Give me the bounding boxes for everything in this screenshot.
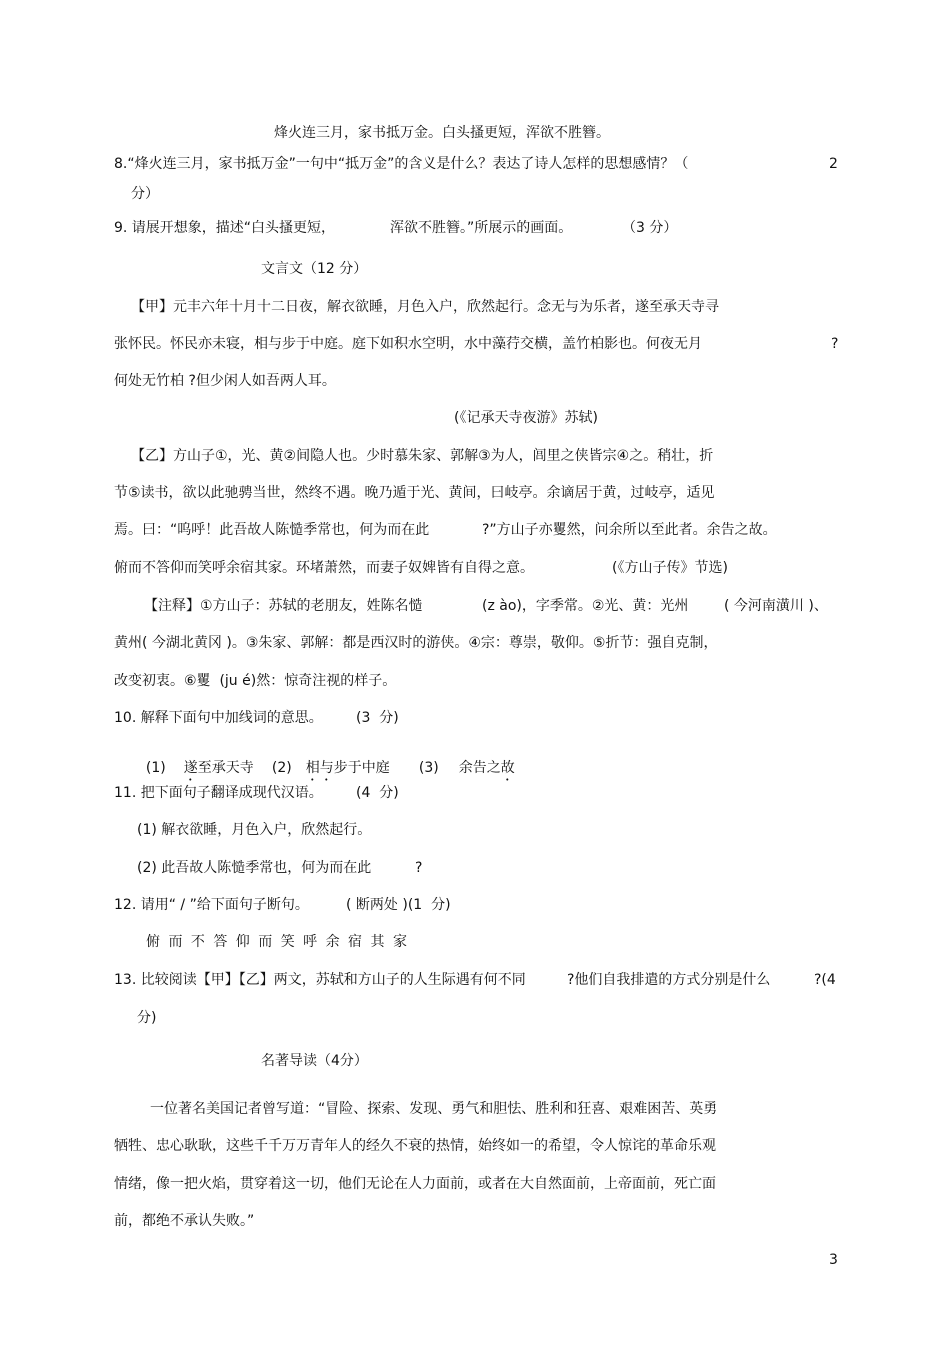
passage-jia-source: (《记承天寺夜游》苏轼) — [454, 410, 598, 426]
item-text: 余告之 — [458, 760, 501, 776]
question-11-sentence-1: (1) 解衣欲睡，月色入户，欣然起行。 — [137, 822, 372, 838]
question-13-d: 分) — [137, 1010, 157, 1026]
item-text: 步于中庭 — [333, 760, 390, 776]
section-title-classics: 名著导读（4分） — [261, 1053, 368, 1069]
notes-line-1b: (z ào)，字季常。②光、黄：光州 — [482, 598, 689, 614]
question-8: 8.“烽火连三月，家书抵万金”一句中“抵万金”的含义是什么？表达了诗人怎样的思想感情？（ — [114, 156, 689, 172]
dotted-word: 故 — [500, 760, 515, 776]
question-12-score: ( 断两处 )(1 分) — [346, 897, 451, 913]
passage-jia-line-3: 何处无竹柏 ?但少闲人如吾两人耳。 — [114, 373, 336, 389]
item-number: (2) — [271, 760, 292, 776]
notes-line-3: 改变初衷。⑥矍 (ju é)然：惊奇注视的样子。 — [114, 673, 397, 689]
item-number: (1) — [145, 760, 166, 776]
notes-line-1a: 【注释】①方山子：苏轼的老朋友，姓陈名慥 — [144, 598, 423, 614]
section-title-classical: 文言文（12 分） — [261, 261, 368, 277]
dotted-word: 遂 — [183, 760, 198, 776]
reading-line-4: 前，都绝不承认失败。” — [114, 1213, 255, 1229]
notes-line-2: 黄州( 今湖北黄冈 )。③朱家、郭解：都是西汉时的游侠。④宗：尊崇，敬仰。⑤折节：强自克制， — [114, 635, 718, 651]
question-11-score: (4 分) — [356, 785, 399, 801]
passage-jia-line-2-mark: ? — [831, 336, 839, 352]
question-11: 11. 把下面句子翻译成现代汉语。 — [114, 785, 323, 801]
passage-yi-line-1: 【乙】方山子①，光、黄②间隐人也。少时慕朱家、郭解③为人，闾里之侠皆宗④之。稍壮，折 — [131, 448, 714, 464]
dotted-word: 相与 — [305, 760, 334, 776]
question-13-b: ?他们自我排遣的方式分别是什么 — [567, 972, 771, 988]
question-9-score: （3 分） — [622, 220, 678, 236]
notes-line-1c: ( 今河南潢川 )、 — [724, 598, 828, 614]
question-9-part2: 浑欲不胜簪。”所展示的画面。 — [390, 220, 573, 236]
question-11-sentence-2-mark: ? — [415, 860, 423, 876]
question-10-score: (3 分) — [356, 710, 399, 726]
question-12-sentence: 俯 而 不 答 仰 而 笑 呼 余 宿 其 家 — [146, 934, 409, 950]
question-10-item-1 — [137, 741, 254, 784]
question-10: 10. 解释下面句中加线词的意思。 — [114, 710, 323, 726]
passage-yi-line-3a: 焉。曰：“呜呼！此吾故人陈慥季常也，何为而在此 — [114, 522, 430, 538]
question-13-a: 13. 比较阅读【甲】【乙】两文，苏轼和方山子的人生际遇有何不同 — [114, 972, 526, 988]
poem-line: 烽火连三月，家书抵万金。白头搔更短，浑欲不胜簪。 — [274, 125, 610, 141]
question-10-item-3 — [410, 741, 515, 784]
question-12: 12. 请用“ / ”给下面句子断句。 — [114, 897, 309, 913]
passage-yi-source: (《方山子传》节选) — [612, 560, 728, 576]
item-number: (3) — [418, 760, 439, 776]
question-10-item-2 — [263, 741, 390, 784]
passage-jia-line-1: 【甲】元丰六年十月十二日夜，解衣欲睡，月色入户，欣然起行。念无与为乐者，遂至承天寺寻 — [131, 299, 719, 315]
question-9-part1: 9. 请展开想象，描述“白头搔更短， — [114, 220, 336, 236]
reading-line-2: 牺牲、忠心耿耿，这些千千万万青年人的经久不衰的热情，始终如一的希望，令人惊诧的革命乐观 — [114, 1138, 716, 1154]
question-13-c: ?(4 — [814, 972, 836, 988]
passage-yi-line-2: 节⑤读书，欲以此驰骋当世，然终不遇。晚乃遁于光、黄间，曰岐亭。余谪居于黄，过岐亭，适见 — [114, 485, 715, 501]
question-11-sentence-2: (2) 此吾故人陈慥季常也，何为而在此 — [137, 860, 372, 876]
question-8-score-num: 2 — [829, 156, 838, 172]
item-text: 至承天寺 — [197, 760, 254, 776]
reading-line-3: 情绪，像一把火焰，贯穿着这一切，他们无论在人力面前，或者在大自然面前，上帝面前，死亡面 — [114, 1176, 716, 1192]
reading-line-1: 一位著名美国记者曾写道：“冒险、探索、发现、勇气和胆怯、胜利和狂喜、艰难困苦、英勇 — [150, 1101, 718, 1117]
passage-yi-line-3b: ?”方山子亦矍然，问余所以至此者。余告之故。 — [482, 522, 777, 538]
question-8-score-rest: 分） — [131, 186, 159, 202]
passage-yi-line-4: 俯而不答仰而笑呼余宿其家。环堵萧然，而妻子奴婢皆有自得之意。 — [114, 560, 534, 576]
passage-jia-line-2: 张怀民。怀民亦未寝，相与步于中庭。庭下如积水空明，水中藻荇交横，盖竹柏影也。何夜无月 — [114, 336, 702, 352]
page-number: 3 — [829, 1252, 838, 1268]
